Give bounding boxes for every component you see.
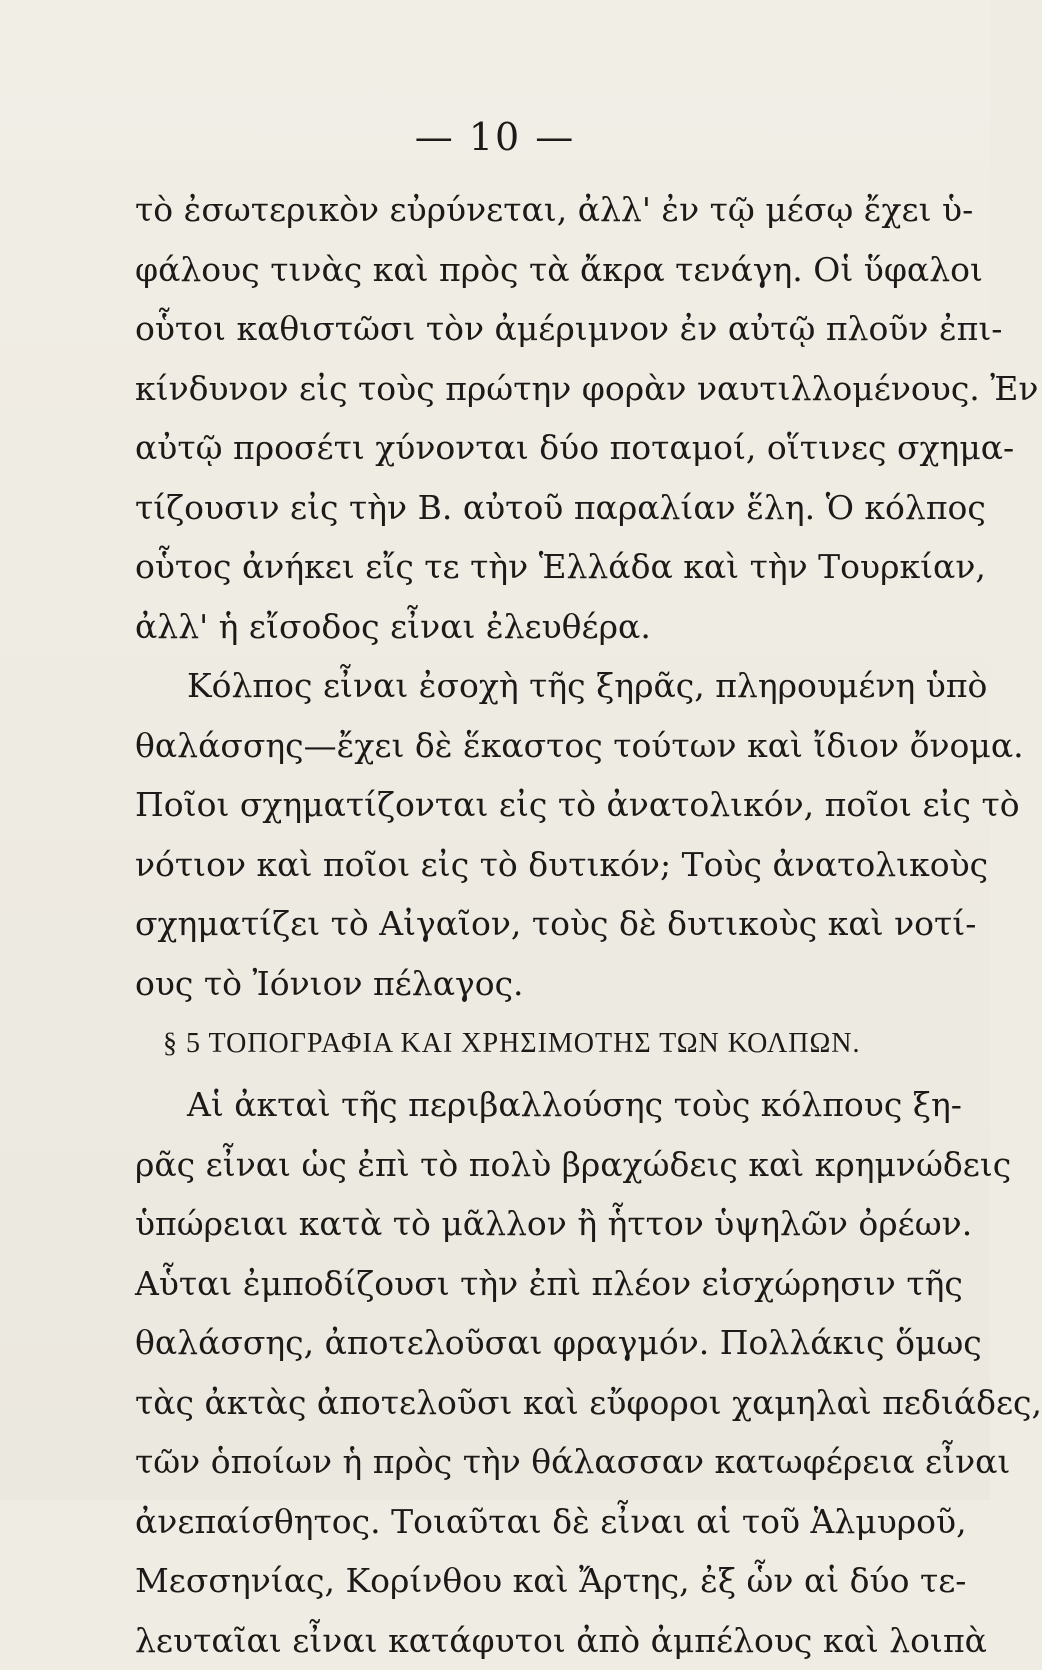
paragraph-3: [135, 1075, 930, 1670]
text-line: Αὗται ἐμποδίζουσι τὴν ἐπὶ πλέον εἰσχώρησιν τῆς: [135, 1254, 930, 1314]
text-line: κίνδυνον εἰς τοὺς πρώτην φορὰν ναυτιλλομένους. Ἐν: [135, 359, 930, 419]
page-number: — 10 —: [0, 115, 990, 159]
body-text: [135, 180, 930, 1670]
text-line: οὗτοι καθιστῶσι τὸν ἀμέριμνον ἐν αὐτῷ πλοῦν ἐπι-: [135, 299, 930, 359]
paragraph-1: [135, 180, 930, 656]
text-line: θαλάσσης—ἔχει δὲ ἕκαστος τούτων καὶ ἴδιον ὄνομα.: [135, 716, 930, 776]
text-line: ἀλλ' ἡ εἴσοδος εἶναι ἐλευθέρα.: [135, 597, 930, 657]
text-line: Αἱ ἀκταὶ τῆς περιβαλλούσης τοὺς κόλπους ξη-: [135, 1075, 930, 1135]
text-line: φάλους τινὰς καὶ πρὸς τὰ ἄκρα τενάγη. Οἱ ὕφαλοι: [135, 240, 930, 300]
text-line: ρᾶς εἶναι ὡς ἐπὶ τὸ πολὺ βραχώδεις καὶ κρημνώδεις: [135, 1135, 930, 1195]
paragraph-2: [135, 656, 930, 1013]
text-line: θαλάσσης, ἀποτελοῦσαι φραγμόν. Πολλάκις ὅμως: [135, 1313, 930, 1373]
text-line: αὐτῷ προσέτι χύνονται δύο ποταμοί, οἵτινες σχημα-: [135, 418, 930, 478]
section-heading: § 5 ΤΟΠΟΓΡΑΦΙΑ ΚΑΙ ΧΡΗΣΙΜΟΤΗΣ ΤΩΝ ΚΟΛΠΩΝ.: [135, 1013, 930, 1075]
text-line: τίζουσιν εἰς τὴν Β. αὐτοῦ παραλίαν ἕλη. Ὁ κόλπος: [135, 478, 930, 538]
text-line: Κόλπος εἶναι ἐσοχὴ τῆς ξηρᾶς, πληρουμένη ὑπὸ: [135, 656, 930, 716]
text-line: λευταῖαι εἶναι κατάφυτοι ἀπὸ ἀμπέλους καὶ λοιπὰ: [135, 1611, 930, 1670]
text-line: τῶν ὁποίων ἡ πρὸς τὴν θάλασσαν κατωφέρεια εἶναι: [135, 1432, 930, 1492]
text-line: τὸ ἐσωτερικὸν εὐρύνεται, ἀλλ' ἐν τῷ μέσῳ ἔχει ὑ-: [135, 180, 930, 240]
text-line: Μεσσηνίας, Κορίνθου καὶ Ἄρτης, ἐξ ὧν αἱ δύο τε-: [135, 1551, 930, 1611]
text-line: σχηματίζει τὸ Αἰγαῖον, τοὺς δὲ δυτικοὺς καὶ νοτί-: [135, 894, 930, 954]
text-line: νότιον καὶ ποῖοι εἰς τὸ δυτικόν; Τοὺς ἀνατολικοὺς: [135, 835, 930, 895]
text-line: τὰς ἀκτὰς ἀποτελοῦσι καὶ εὔφοροι χαμηλαὶ πεδιάδες,: [135, 1373, 930, 1433]
text-line: Ποῖοι σχηματίζονται εἰς τὸ ἀνατολικόν, ποῖοι εἰς τὸ: [135, 775, 930, 835]
text-line: οὗτος ἀνήκει εἴς τε τὴν Ἑλλάδα καὶ τὴν Τουρκίαν,: [135, 537, 930, 597]
text-line: ὑπώρειαι κατὰ τὸ μᾶλλον ἢ ἧττον ὑψηλῶν ὀρέων.: [135, 1194, 930, 1254]
text-line: ους τὸ Ἰόνιον πέλαγος.: [135, 954, 930, 1014]
text-line: ἀνεπαίσθητος. Τοιαῦται δὲ εἶναι αἱ τοῦ Ἁλμυροῦ,: [135, 1492, 930, 1552]
